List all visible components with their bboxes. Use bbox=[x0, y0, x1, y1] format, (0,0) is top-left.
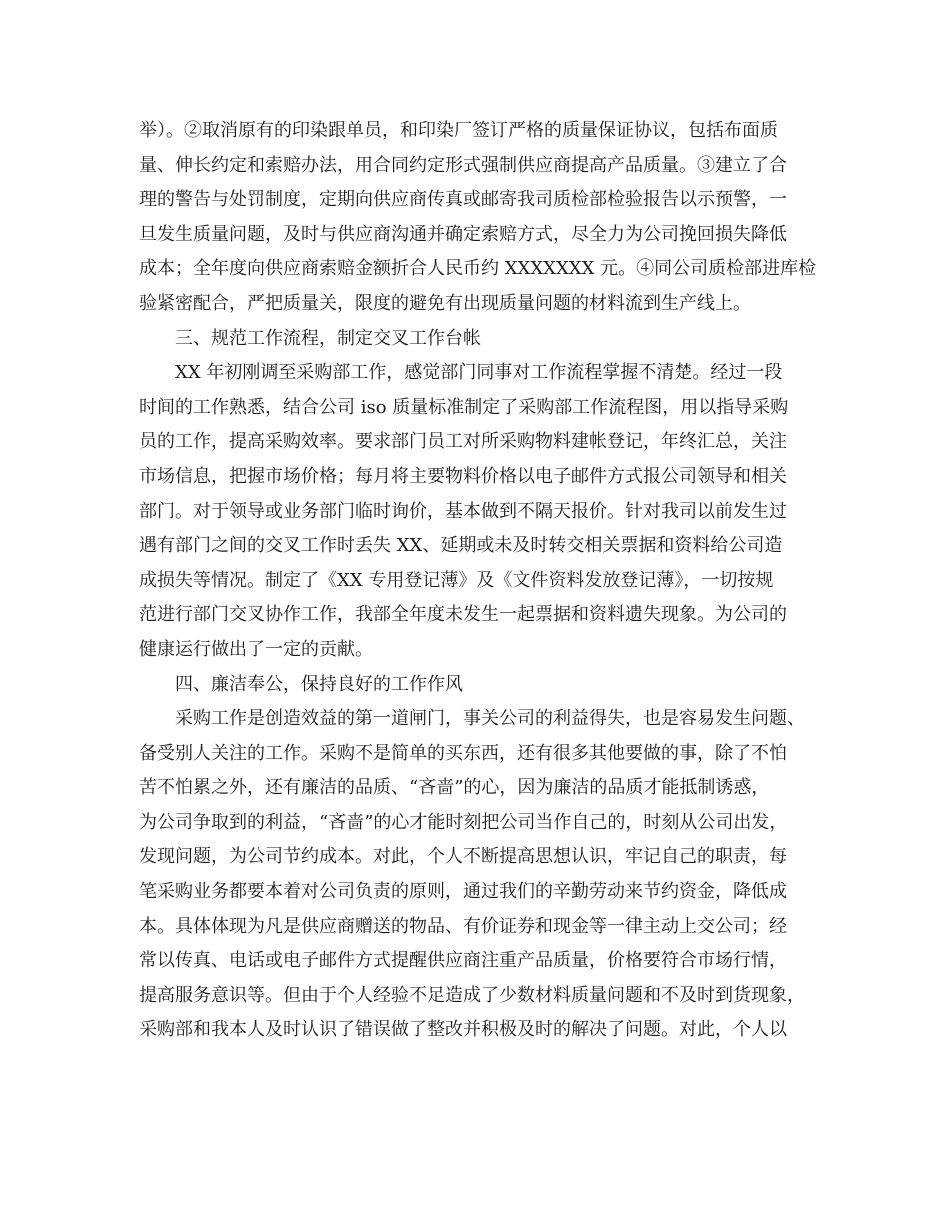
text-line: 健康运行做出了一定的贡献。 bbox=[139, 638, 373, 660]
text-line: 遇有部门之间的交叉工作时丢失 XX、延期或未及时转交相关票据和资料给公司造 bbox=[139, 535, 783, 557]
text-line: 旦发生质量问题，及时与供应商沟通并确定索赔方式，尽全力为公司挽回损失降低 bbox=[139, 223, 787, 245]
text-line: 范进行部门交叉协作工作，我部全年度未发生一起票据和资料遗失现象。为公司的 bbox=[139, 604, 787, 626]
text-line: 常以传真、电话或电子邮件方式提醒供应商注重产品质量，价格要符合市场行情， bbox=[139, 950, 787, 972]
paragraph-first-line: XX 年初刚调至采购部工作，感觉部门同事对工作流程掌握不清楚。经过一段 bbox=[175, 362, 783, 384]
text-line: 成本；全年度向供应商索赔金额折合人民币约 XXXXXXX 元。④同公司质检部进库检 bbox=[139, 258, 817, 280]
text-line: 验紧密配合，严把质量关，限度的避免有出现质量问题的材料流到生产线上。 bbox=[139, 292, 751, 314]
document-body bbox=[139, 114, 819, 1048]
text-line: 部门。对于领导或业务部门临时询价，基本做到不隔天报价。针对我司以前发生过 bbox=[139, 500, 787, 522]
paragraph-first-line: 采购工作是创造效益的第一道闸门，事关公司的利益得失，也是容易发生问题、 bbox=[175, 708, 805, 730]
section-heading: 四、廉洁奉公，保持良好的工作作风 bbox=[175, 673, 463, 695]
text-line: 时间的工作熟悉，结合公司 iso 质量标准制定了采购部工作流程图，用以指导采购 bbox=[139, 396, 789, 418]
text-line: 提高服务意识等。但由于个人经验不足造成了少数材料质量问题和不及时到货现象， bbox=[139, 984, 805, 1006]
text-line: 发现问题，为公司节约成本。对此，个人不断提高思想认识，牢记自己的职责，每 bbox=[139, 846, 787, 868]
section-heading: 三、规范工作流程，制定交叉工作台帐 bbox=[175, 327, 481, 349]
text-line: 为公司争取到的利益，“吝啬”的心才能时刻把公司当作自己的，时刻从公司出发， bbox=[139, 811, 788, 833]
text-line: 备受别人关注的工作。采购不是简单的买东西，还有很多其他要做的事，除了不怕 bbox=[139, 742, 787, 764]
text-line: 笔采购业务都要本着对公司负责的原则，通过我们的辛勤劳动来节约资金，降低成 bbox=[139, 881, 787, 903]
text-line: 量、伸长约定和索赔办法，用合同约定形式强制供应商提高产品质量。③建立了合 bbox=[139, 154, 787, 176]
text-line: 成损失等情况。制定了《XX 专用登记薄》及《文件资料发放登记薄》，一切按规 bbox=[139, 569, 774, 591]
text-line: 采购部和我本人及时认识了错误做了整改并积极及时的解决了问题。对此，个人以 bbox=[139, 1019, 787, 1041]
text-line: 市场信息，把握市场价格；每月将主要物料价格以电子邮件方式报公司领导和相关 bbox=[139, 465, 787, 487]
text-line: 理的警告与处罚制度，定期向供应商传真或邮寄我司质检部检验报告以示预警，一 bbox=[139, 189, 787, 211]
text-line: 苦不怕累之外，还有廉洁的品质、“吝啬”的心，因为廉洁的品质才能抵制诱惑， bbox=[139, 777, 770, 799]
text-line: 本。具体体现为凡是供应商赠送的物品、有价证券和现金等一律主动上交公司；经 bbox=[139, 915, 787, 937]
text-line: 举）。②取消原有的印染跟单员，和印染厂签订严格的质量保证协议，包括布面质 bbox=[139, 120, 778, 141]
text-line: 员的工作，提高采购效率。要求部门员工对所采购物料建帐登记，年终汇总，关注 bbox=[139, 431, 787, 453]
